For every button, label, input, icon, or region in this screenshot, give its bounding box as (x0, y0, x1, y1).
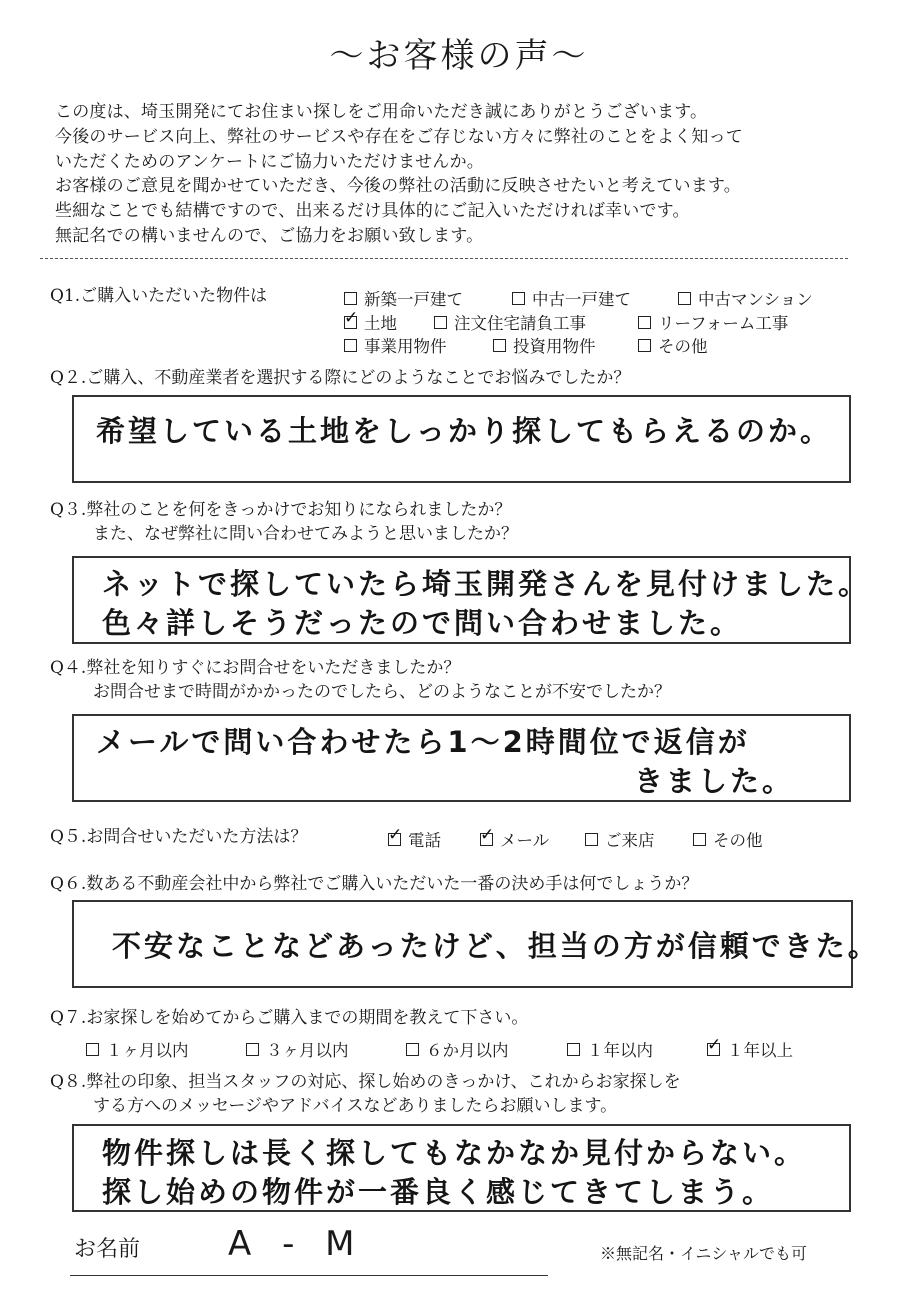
q7-option[interactable]: ３ヶ月以内 (246, 1037, 349, 1061)
page-title: ～お客様の声～ (329, 36, 589, 76)
q7-question: Q７.お家探しを始めてからご購入までの期間を教えて下さい。 (50, 1008, 529, 1028)
q1-option[interactable]: リーフォーム工事 (638, 310, 788, 334)
q8-question-sub: する方へのメッセージやアドバイスなどありましたらお願いします。 (93, 1096, 618, 1116)
q3-answer-line: 色々詳しそうだったので問い合わせました。 (102, 606, 743, 640)
checkbox[interactable] (246, 1043, 259, 1056)
checkbox[interactable] (344, 292, 357, 305)
checkbox[interactable] (693, 833, 706, 846)
q7-option[interactable]: １ヶ月以内 (86, 1037, 189, 1061)
q5-option[interactable]: ✓ メール (480, 827, 549, 851)
checkbox-checked[interactable] (480, 833, 493, 846)
q7-option[interactable]: １年以内 (567, 1037, 653, 1061)
q5-option[interactable]: ご来店 (585, 827, 655, 851)
checkbox-checked[interactable] (707, 1043, 720, 1056)
q1-option[interactable]: 中古マンション (678, 286, 813, 310)
intro-line: 無記名での構いませんので、ご協力をお願い致します。 (55, 225, 484, 246)
checkbox[interactable] (512, 292, 525, 305)
name-note: ※無記名・イニシャルでも可 (600, 1244, 808, 1263)
q2-answer-box[interactable] (72, 395, 851, 483)
intro-line: 些細なことでも結構ですので、出来るだけ具体的にご記入いただければ幸いです。 (55, 201, 690, 222)
q3-question-sub: また、なぜ弊社に問い合わせてみようと思いましたか？ (93, 524, 518, 544)
q5-option[interactable]: ✓ 電話 (388, 827, 441, 851)
q8-answer-line: 探し始めの物件が一番良く感じてきてしまう。 (102, 1175, 775, 1209)
q1-option[interactable]: 事業用物件 (344, 333, 447, 357)
q3-answer-line: ネットで探していたら埼玉開発さんを見付けました。 (102, 567, 871, 601)
intro-line: お客様のご意見を聞かせていただき、今後の弊社の活動に反映させたいと考えています。 (55, 176, 741, 197)
q6-answer-box[interactable] (72, 900, 880, 988)
q8-question: Q８.弊社の印象、担当スタッフの対応、探し始めのきっかけ、これからお家探しを (50, 1072, 681, 1092)
checkbox[interactable] (406, 1043, 419, 1056)
checkbox[interactable] (585, 833, 598, 846)
q1-option[interactable]: 投資用物件 (493, 333, 596, 357)
intro-line: この度は、埼玉開発にてお住まい探しをご用命いただき誠にありがとうございます。 (55, 102, 708, 122)
q6-question: Q６.数ある不動産会社中から弊社でご購入いただいた一番の決め手は何でしょうか？ (50, 874, 699, 894)
checkbox-checked[interactable] (344, 316, 357, 329)
checkbox[interactable] (638, 316, 651, 329)
checkbox[interactable] (434, 316, 447, 329)
q8-answer-box[interactable] (72, 1124, 851, 1212)
intro-text (55, 100, 855, 249)
checkbox[interactable] (678, 292, 691, 305)
intro-line: いただくためのアンケートにご協力いただけませんか。 (55, 151, 484, 172)
q1-option[interactable]: その他 (638, 333, 708, 357)
q5-question: Q５.お問合せいただいた方法は？ (50, 827, 308, 847)
q7-option[interactable]: ✓ １年以上 (707, 1037, 793, 1061)
checkbox[interactable] (638, 339, 651, 352)
q4-answer-line: メールで問い合わせたら1～2時間位で返信が (96, 725, 750, 759)
q8-answer-line: 物件探しは長く探してもなかなか見付からない。 (102, 1136, 807, 1170)
q1-option[interactable]: 中古一戸建て (512, 286, 631, 310)
q1-option[interactable]: ✓ 土地 (344, 310, 397, 334)
q5-option[interactable]: その他 (693, 827, 763, 851)
q3-answer-box[interactable] (72, 556, 871, 644)
q6-answer-line: 不安なことなどあったけど、担当の方が信頼できた。 (112, 929, 880, 963)
intro-line: 今後のサービス向上、弊社のサービスや存在をご存じない方々に弊社のことをよく知って (55, 126, 743, 147)
checkbox[interactable] (344, 339, 357, 352)
q1-option[interactable]: 注文住宅請負工事 (434, 310, 586, 334)
q4-question-sub: お問合せまで時間がかかったのでしたら、どのようなことが不安でしたか？ (93, 682, 671, 702)
checkbox[interactable] (86, 1043, 99, 1056)
q4-answer-line: きました。 (634, 764, 795, 798)
q2-answer-line: 希望している土地をしっかり探してもらえるのか。 (96, 414, 833, 448)
q7-option[interactable]: ６か月以内 (406, 1037, 509, 1061)
q1-question: Q1.ご購入いただいた物件は (50, 286, 268, 306)
q4-answer-box[interactable] (72, 714, 851, 802)
q3-question: Q３.弊社のことを何をきっかけでお知りになられましたか？ (50, 500, 512, 520)
checkbox[interactable] (567, 1043, 580, 1056)
q2-question: Q２.ご購入、不動産業者を選択する際にどのようなことでお悩みでしたか？ (50, 368, 631, 388)
checkbox-checked[interactable] (388, 833, 401, 846)
dashed-divider (40, 258, 848, 259)
name-value[interactable]: A - M (228, 1224, 365, 1264)
name-label: お名前 (74, 1237, 141, 1262)
name-underline (70, 1275, 548, 1276)
checkbox[interactable] (493, 339, 506, 352)
q1-option[interactable]: 新築一戸建て (344, 286, 463, 310)
q4-question: Q４.弊社を知りすぐにお問合せをいただきましたか？ (50, 658, 461, 678)
